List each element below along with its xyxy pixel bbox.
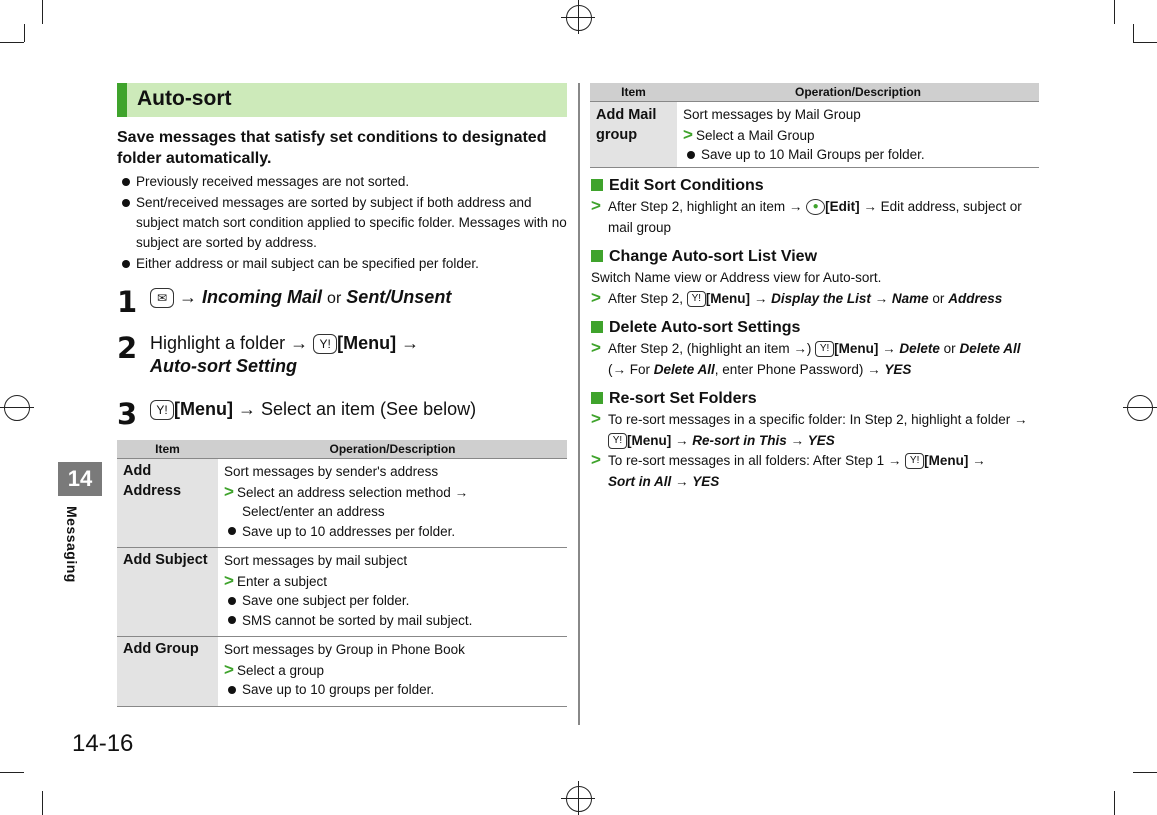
arrow-icon: > (591, 338, 601, 357)
registration-mark (566, 5, 592, 31)
arrow-icon: > (224, 481, 234, 501)
column-header: Item (117, 440, 218, 459)
yahoo-key-icon: Y! (815, 341, 834, 357)
bullet-icon (228, 597, 236, 605)
step-number: 3 (117, 397, 138, 431)
square-icon (591, 392, 603, 404)
table-row: Add Address Sort messages by sender's address > Select an address selection method → Select/enter an address Save up to 10 addresses per folder. (117, 459, 567, 548)
center-key-icon: ● (806, 199, 825, 215)
column-header: Operation/Description (218, 440, 567, 459)
arrow-icon: > (591, 287, 601, 307)
arrow-icon: > (224, 570, 234, 590)
crop-mark (42, 0, 43, 24)
step-target: Auto-sort Setting (150, 356, 297, 376)
page-number: 14-16 (72, 730, 134, 757)
yahoo-key-icon: Y! (608, 433, 627, 449)
arrow-icon: > (683, 124, 693, 144)
arrow-icon: > (591, 196, 601, 215)
options-table (117, 440, 567, 707)
table-row: Add Mail group Sort messages by Mail Group > Select a Mail Group Save up to 10 Mail Groups per folder. (590, 102, 1039, 168)
chapter-tab (58, 462, 102, 583)
yahoo-key-icon: Y! (905, 453, 924, 469)
bullet-icon (228, 686, 236, 694)
crop-mark (1133, 772, 1157, 773)
arrow-icon: > (591, 409, 601, 428)
mail-key-icon: ✉ (150, 288, 174, 308)
crop-mark (1133, 42, 1157, 43)
yahoo-key-icon: Y! (313, 334, 337, 354)
bullet-icon (687, 151, 695, 159)
crop-mark (0, 772, 24, 773)
list-item: Either address or mail subject can be specified per folder. (117, 254, 569, 274)
column-header: Item (590, 83, 677, 102)
crop-mark (24, 24, 25, 42)
table-row: Add Subject Sort messages by mail subject > Enter a subject Save one subject per folder. SMS cannot be sorted by mail subject. (117, 548, 567, 637)
yahoo-key-icon: Y! (150, 400, 174, 420)
yahoo-key-icon: Y! (687, 291, 706, 307)
square-icon (591, 321, 603, 333)
step-target: Sent/Unsent (346, 287, 452, 307)
registration-mark (566, 786, 592, 812)
arrow-icon: > (591, 450, 601, 469)
arrow-icon: > (224, 659, 234, 679)
section-lead: Save messages that satisfy set conditions to designated folder automatically. (117, 129, 547, 167)
section-title: Auto-sort (137, 87, 232, 110)
section-title-bar (117, 83, 567, 117)
crop-mark (1114, 0, 1115, 24)
column-header: Operation/Description (677, 83, 1039, 102)
note-list (117, 172, 569, 275)
step-target: Incoming Mail (202, 287, 323, 307)
registration-mark (1127, 395, 1153, 421)
square-icon (591, 250, 603, 262)
chapter-label: Messaging (64, 506, 80, 583)
square-icon (591, 179, 603, 191)
list-item: Previously received messages are not sorted. (117, 172, 569, 192)
change-list-view: Change Auto-sort List View Switch Name view or Address view for Auto-sort. > After Step 2, Y! [Menu] → Display the List → Name or Address (591, 248, 1003, 307)
registration-mark (4, 395, 30, 421)
edit-sort-conditions: Edit Sort Conditions > After Step 2, highlight an item → ● [Edit] → Edit address, subject or mail group (591, 177, 1022, 235)
table-row: Add Group Sort messages by Group in Phone Book > Select a group Save up to 10 groups per folder. (117, 637, 567, 707)
bullet-icon (228, 616, 236, 624)
delete-settings: Delete Auto-sort Settings > After Step 2, (highlight an item →) Y! [Menu] → Delete or Delete All (→ For Delete All, enter Phone Password) → YES (591, 319, 1021, 377)
step-number: 1 (117, 285, 138, 319)
chapter-number: 14 (58, 462, 102, 496)
crop-mark (0, 42, 24, 43)
crop-mark (1133, 24, 1134, 42)
bullet-icon (228, 527, 236, 535)
options-table-continued (590, 83, 1039, 168)
list-item: Sent/received messages are sorted by subject if both address and subject match sort condition applied to specific folder. Messages with no subject are sorted by address. (117, 193, 569, 253)
crop-mark (42, 791, 43, 815)
column-divider (578, 83, 580, 725)
step-number: 2 (117, 331, 138, 365)
crop-mark (1114, 791, 1115, 815)
resort-folders: Re-sort Set Folders > To re-sort messages in a specific folder: In Step 2, highlight a folder → Y! [Menu] → Re-sort in This → YES > To re-sort messages in all folders: After Step 1 → Y! [Menu] → Sort in All → YES (591, 390, 1028, 489)
